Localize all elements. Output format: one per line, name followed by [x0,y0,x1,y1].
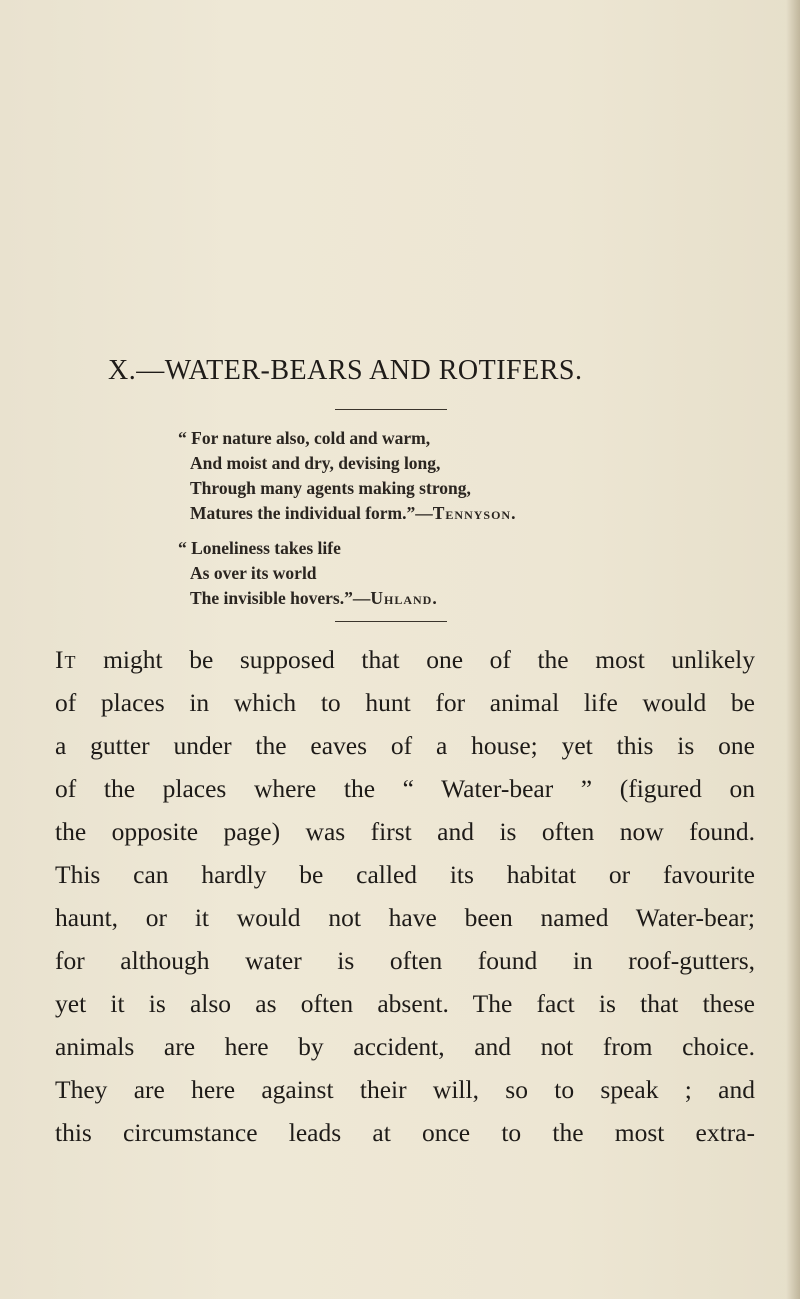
epigraph-line: Through many agents making strong, [190,478,471,498]
body-line: a gutter under the eaves of a house; yet this is one [55,731,755,760]
body-line: This can hardly be called its habitat or favourite [55,860,755,889]
body-line [55,645,755,675]
body-line: this circumstance leads at once to the most extra- [55,1118,755,1147]
body-line: They are here against their will, so to speak ; and [55,1075,755,1104]
divider-bottom [335,621,447,622]
body-line: haunt, or it would not have been named Water-bear; [55,903,755,932]
epigraph-author: Tennyson. [432,503,517,523]
body-line-text: might be supposed that one of the most unlikely [76,645,755,674]
epigraph-line: “ Loneliness takes life [178,538,341,558]
divider-top [335,409,447,410]
chapter-title: X.—WATER-BEARS AND ROTIFERS. [108,355,583,386]
epigraph-line-text: The invisible hovers.”— [190,588,371,608]
body-line: animals are here by accident, and not from choice. [55,1032,755,1061]
epigraph-line [190,588,438,609]
epigraph-line: “ For nature also, cold and warm, [178,428,431,448]
body-line: for although water is often found in roof-gutters, [55,946,755,975]
body-line: yet it is also as often absent. The fact is that these [55,989,755,1018]
epigraph-line-text: Matures the individual form.”— [190,503,433,523]
page-edge-shadow [786,0,800,1299]
epigraph-line: As over its world [190,563,317,583]
body-line: of the places where the “ Water-bear ” (figured on [55,774,755,803]
body-line: the opposite page) was first and is often now found. [55,817,755,846]
epigraph-line: And moist and dry, devising long, [190,453,441,473]
body-line: of places in which to hunt for animal life would be [55,688,755,717]
epigraph-author: Uhland. [370,588,438,608]
epigraph-line [190,503,516,524]
drop-word: It [55,645,77,674]
